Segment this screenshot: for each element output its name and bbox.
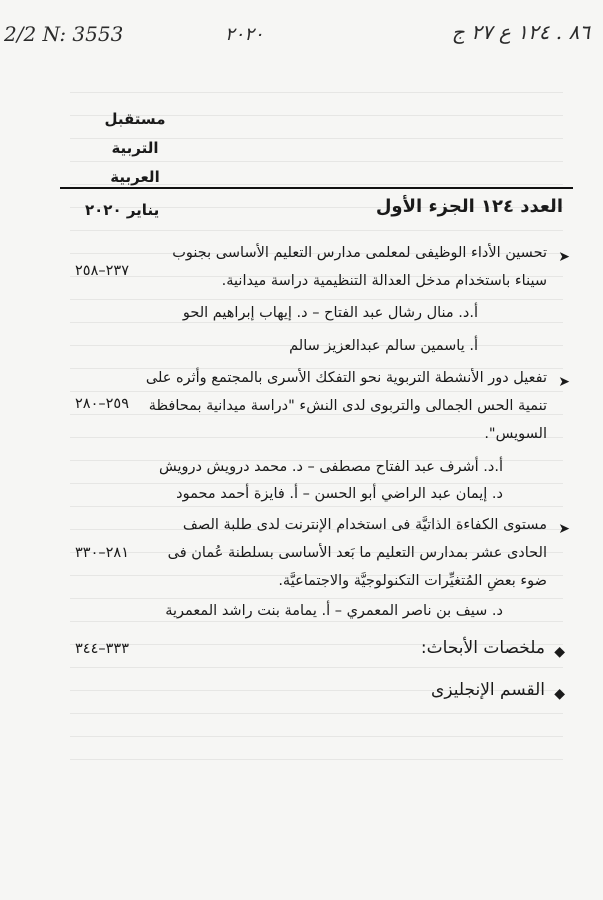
article-title-line: الحادى عشر بمدارس التعليم ما بَعد الأساسى بسلطنة عُمان فى [167,545,547,561]
article-author-line: أ. ياسمين سالم عبدالعزيز سالم [289,338,478,354]
article-title-line: السويس". [484,426,547,442]
handwritten-year: ٢٠٢٠ [225,24,264,45]
issue-date: يناير ٢٠٢٠ [85,201,160,219]
article-author-line: أ.د. منال رشال عبد الفتاح – د. إيهاب إبراهيم الحو [182,305,478,321]
article-pages: ٢٨١–٣٣٠ [75,545,129,561]
article-author-line: د. إيمان عبد الراضي أبو الحسن – أ. فايزة أحمد محمود [176,486,503,502]
article-title-line: تفعيل دور الأنشطة التربوية نحو التفكك الأسرى بالمجتمع وأثره على [145,370,547,386]
journal-title-line: مستقبل [104,110,166,128]
journal-title-line: التربية [111,139,159,157]
article-pages: ٢٥٩–٢٨٠ [75,396,129,412]
article-author-line: د. سيف بن ناصر المعمري – أ. يمامة بنت راشد المعمرية [165,603,503,619]
arrow-bullet-icon: ➤ [558,374,570,390]
english-section-heading: القسم الإنجليزى [431,680,545,700]
journal-title-line: العربية [110,168,160,186]
article-title-line: تنمية الحس الجمالى والتربوى لدى النشء "دراسة ميدانية بمحافظة [148,398,547,414]
handwritten-left-ref: 2/2 N: 3553 [4,22,124,46]
article-pages: ٢٣٧–٢٥٨ [75,263,129,279]
issue-heading: العدد ١٢٤ الجزء الأول [375,196,563,217]
abstracts-pages: ٣٣٣–٣٤٤ [75,641,129,657]
diamond-bullet-icon: ◆ [554,686,565,702]
header-rule [60,187,573,189]
article-title-line: مستوى الكفاءة الذاتيَّة فى استخدام الإنترنت لدى طلبة الصف [182,517,547,533]
diamond-bullet-icon: ◆ [554,644,565,660]
article-title-line: تحسين الأداء الوظيفى لمعلمى مدارس التعليم الأساسى بجنوب [172,245,547,261]
article-title-line: ضوء بعضِ المُتغيِّرات التكنولوجيَّة والاجتماعيَّة. [278,573,547,589]
journal-title [90,105,180,192]
arrow-bullet-icon: ➤ [558,521,570,537]
article-author-line: أ.د. أشرف عبد الفتاح مصطفى – د. محمد درويش درويش [158,459,503,475]
article-title-line: سيناء باستخدام مدخل العدالة التنظيمية دراسة ميدانية. [221,273,547,289]
handwritten-right-ref: ٨٦ . ١٢٤ ع ٢٧ ج [451,20,590,44]
abstracts-heading: ملخصات الأبحاث: [420,638,545,658]
arrow-bullet-icon: ➤ [558,249,570,265]
